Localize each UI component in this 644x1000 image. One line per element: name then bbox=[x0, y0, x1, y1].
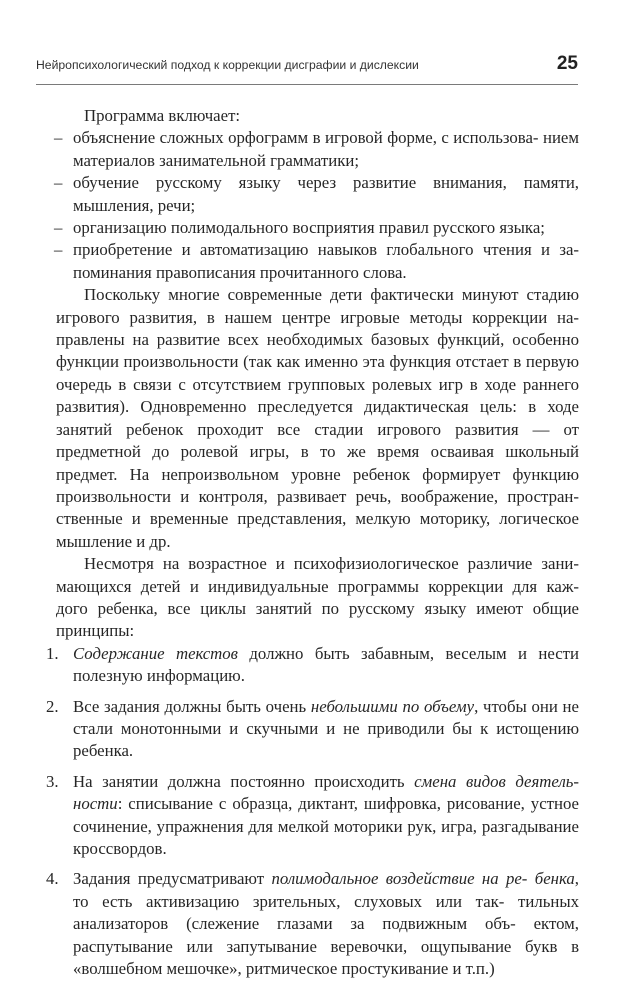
running-title: Нейропсихологический подход к коррекции дисграфии и дислексии bbox=[36, 58, 419, 72]
principle-number: 1. bbox=[46, 643, 59, 663]
list-item: – приобретение и автоматизацию навыков глобального чтения и за- поминания правописания прочитанного слова. bbox=[56, 239, 579, 284]
principle-item bbox=[46, 868, 579, 980]
principle-item bbox=[46, 696, 579, 763]
principle-text-before: На занятии должна постоянно происходить bbox=[73, 771, 415, 791]
paragraph-principles-intro: Несмотря на возрастное и психофизиологическое различие зани- мающихся детей и индивидуальные программы коррекции для каж- дого ребенка, все циклы занятий по русскому языку имеют общие принципы: bbox=[56, 554, 579, 641]
page-body bbox=[46, 105, 579, 988]
list-item: – обучение русскому языку через развитие внимания, памяти, мышления, речи; bbox=[56, 172, 579, 217]
principle-emphasis: небольшими по объему bbox=[310, 696, 475, 716]
principle-item bbox=[46, 771, 579, 861]
running-header bbox=[36, 50, 578, 80]
list-item: – организацию полимодального восприятия правил русского языка; bbox=[56, 217, 579, 239]
program-list bbox=[56, 127, 579, 284]
paragraph-game-methods: Поскольку многие современные дети фактически минуют стадию игрового развития, в нашем центре игровые методы коррекции на- правлены на развитие всех необходимых базовых функций, особенно функции произвольности (так как именно эта функция отстает в первую очередь в связи с отсутствием групповых ролевых игр в ходе раннего развития). Одновременно преследуется дидактическая цель: в ходе занятий ребенок проходит все стадии игрового развития — от предметной до ролевой игры, в то же время осваивая школьный предмет. На непроизвольном уровне ребенок формирует функцию произвольности и контроля, развивает речь, воображение, простран- ственные и временные представления, мелкую моторику, логическое мышление и др. bbox=[56, 285, 579, 551]
principles-list bbox=[46, 643, 579, 981]
principle-number: 2. bbox=[46, 696, 59, 716]
program-intro: Программа включает: bbox=[84, 106, 241, 125]
principle-emphasis: Содержание текстов bbox=[73, 643, 238, 663]
principle-emphasis: смена видов деятель- ности bbox=[73, 771, 579, 814]
principle-text-before: Все задания должны быть очень bbox=[73, 696, 311, 716]
principle-emphasis: полимодальное воздействие на ре- бенка bbox=[271, 869, 575, 889]
principle-text-before: Задания предусматривают bbox=[73, 869, 272, 889]
principle-text-after: : списывание с образца, диктант, шифровка, рисование, устное сочинение, упражнения для мелкой моторики рук, игра, разгадывание кроссвордов. bbox=[73, 794, 579, 858]
principle-text-after: , чтобы они не стали монотонными и скучными и не приводили бы к истощению ребенка. bbox=[73, 696, 579, 761]
principle-number: 4. bbox=[46, 869, 59, 889]
principle-text-after: должно быть забавным, веселым и нести полезную информацию. bbox=[73, 643, 579, 686]
principle-item bbox=[46, 643, 579, 688]
principle-number: 3. bbox=[46, 771, 59, 791]
principle-text-after: , то есть активизацию зрительных, слуховых или так- тильных анализаторов (слежение глазами за подвижным объ- ектом, распутывание или запутывание веревочки, ощупывание букв в «волшебном мешочке», ритмическое простукивание и т.п.) bbox=[73, 869, 579, 979]
header-rule bbox=[36, 84, 578, 85]
list-item: – объяснение сложных орфограмм в игровой форме, с использова- нием материалов занимательной грамматики; bbox=[56, 127, 579, 172]
page-number: 25 bbox=[556, 53, 578, 74]
